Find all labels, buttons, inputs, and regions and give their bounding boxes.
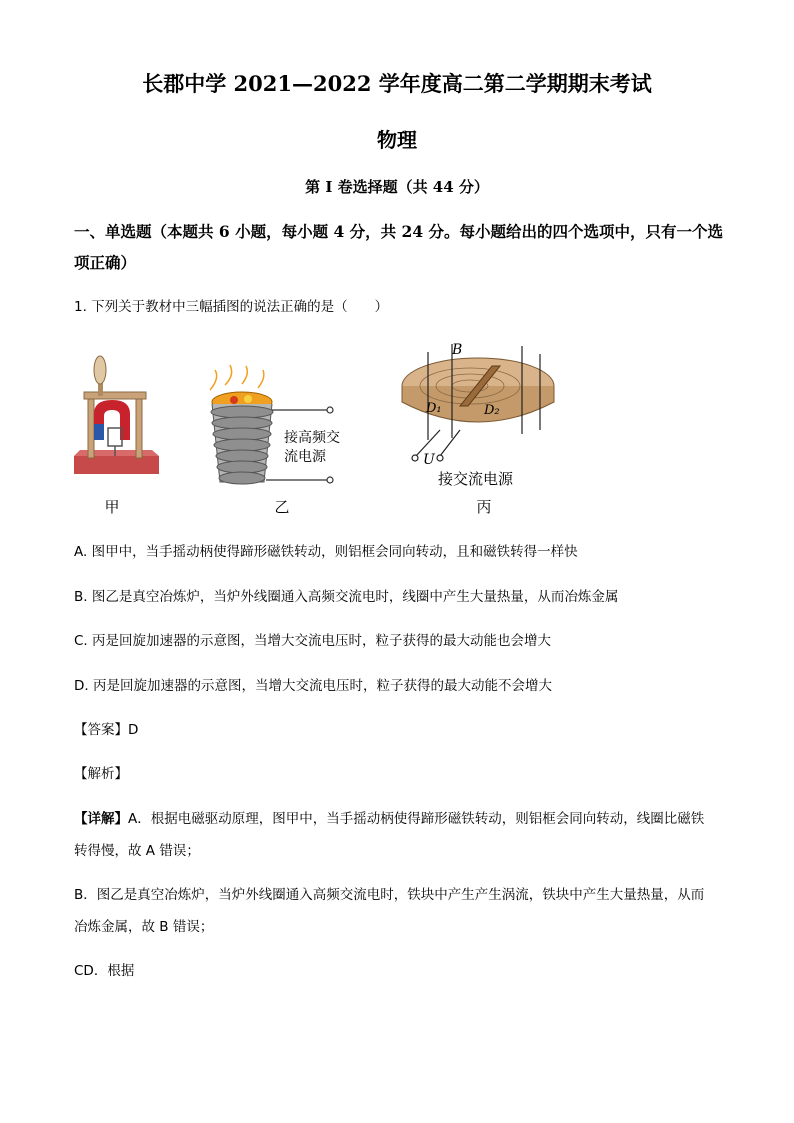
section-heading-line2: 项正确） [74,253,137,272]
volume-heading: 第 I 卷选择题（共 44 分） [305,178,489,196]
figure-bing-cyclotron [402,342,554,516]
detail-b [74,879,724,943]
jia-frame-top-bar [84,392,146,399]
yi-terminal-top [327,407,333,413]
jia-frame-right-post [136,396,142,458]
option-c: C. 丙是回旋加速器的示意图，当增大交流电压时，粒子获得的最大动能也会增大 [74,633,552,649]
yi-label-line2: 流电源 [284,449,326,465]
detail-a-line2: 转得慢，故 A 错误； [74,843,200,859]
answer-label: 【答案】 [74,722,128,738]
bing-label-B: B [452,342,463,358]
yi-heat-waves [210,365,264,390]
detail-a [74,803,724,867]
section-heading-line1: 一、单选题（本题共 6 小题，每小题 4 分，共 24 分。每小题给出的四个选项中，只有一个选 [74,222,724,241]
detail-label: 【详解】 [74,811,128,827]
document-subject: 物理 [377,128,417,152]
question-stem: 1. 下列关于教材中三幅插图的说法正确的是（ ） [74,299,389,315]
bing-label-D2: D₂ [484,403,500,418]
yi-hot-piece [230,396,238,404]
figure-label-jia: 甲 [104,498,120,516]
detail-cd: CD．根据 [74,963,135,979]
option-b: B. 图乙是真空冶炼炉，当炉外线圈通入高频交流电时，线圈中产生大量热量，从而冶炼金属 [74,589,619,605]
jia-base-top [74,450,159,456]
yi-hot-piece [244,395,252,403]
figure-jia-magnet-apparatus [74,356,159,516]
jia-red-base [74,456,159,474]
bing-caption: 接交流电源 [438,470,514,488]
option-a: A. 图甲中，当手摇动柄使得蹄形磁铁转动，则铝框会同向转动，且和磁铁转得一样快 [74,544,578,560]
jia-hand-crank [94,356,106,384]
jia-magnet-blue-pole [94,424,104,440]
figure-label-yi: 乙 [274,498,290,516]
bing-terminal-right [437,455,443,461]
yi-terminal-bottom [327,477,333,483]
answer-value: D [128,722,139,738]
bing-terminal-left [412,455,418,461]
figure-label-bing: 丙 [476,498,492,516]
jia-frame-left-post [88,396,94,458]
yi-label-line1: 接高频交 [284,430,340,446]
document-title: 长郡中学 2021—2022 学年度高二第二学期期末考试 [142,71,652,96]
detail-a-text: A．根据电磁驱动原理，图甲中，当手摇动柄使得蹄形磁铁转动，则铝框会同向转动，线圈比磁铁 [128,811,705,827]
option-d: D. 丙是回旋加速器的示意图，当增大交流电压时，粒子获得的最大动能不会增大 [74,678,552,694]
figure-yi-induction-furnace [210,365,340,516]
bing-lead-right [440,430,460,456]
jia-aluminum-frame [108,428,122,446]
textbook-figures [60,330,570,530]
section-heading [74,216,724,278]
bing-label-U: U [423,452,435,468]
analysis-label: 【解析】 [74,766,128,782]
bing-label-D1: D₁ [426,401,442,416]
detail-b-line2: 冶炼金属，故 B 错误； [74,919,214,935]
answer-line [74,714,724,746]
detail-a-line1 [74,803,724,835]
detail-b-line1: B．图乙是真空冶炼炉，当炉外线圈通入高频交流电时，铁块中产生产生涡流，铁块中产生大量热量，从而 [74,887,705,903]
